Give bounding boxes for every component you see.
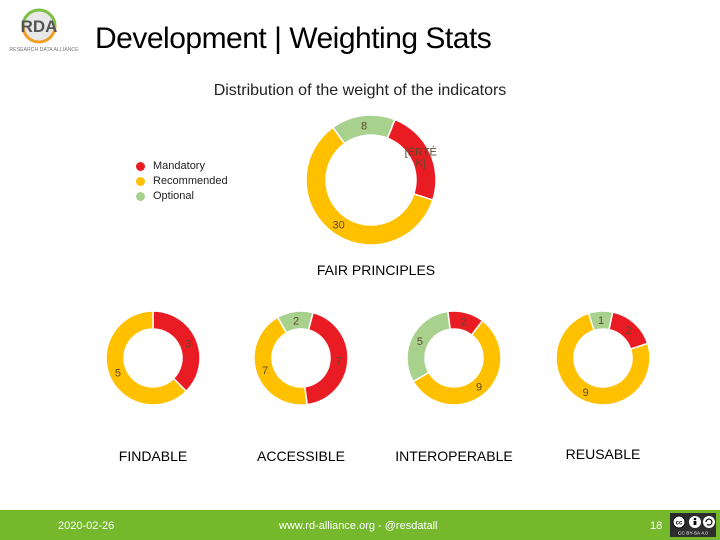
legend-label-recommended: Recommended [153, 175, 228, 187]
license-text: CC BY-SA 4.0 [678, 531, 708, 537]
chart-title-interoperable: INTEROPERABLE [395, 448, 513, 464]
donut-label-accessible-mandatory: 7 [335, 355, 342, 368]
donut-label-reusable-optional: 1 [597, 315, 605, 328]
donut-slice-interoperable-optional [407, 311, 450, 381]
page-number: 18 [650, 520, 663, 532]
donut-label-interoperable-optional: 5 [416, 336, 423, 349]
donut-slice-accessible-recommended [254, 317, 307, 405]
donut-label-findable-mandatory: 3 [185, 338, 192, 351]
svg-text:cc: cc [675, 520, 683, 527]
footer-bar [0, 510, 720, 540]
donut-label-interoperable-recommended: 9 [475, 381, 483, 394]
donut-slice-fair-mandatory [388, 120, 436, 201]
logo-subtext: RESEARCH DATA ALLIANCE [9, 47, 79, 53]
donut-slice-findable-mandatory [153, 311, 200, 391]
chart-title-accessible: ACCESSIBLE [257, 448, 345, 464]
footer-date: 2020-02-26 [58, 520, 115, 532]
page-title: Development | Weighting Stats [95, 22, 492, 55]
legend-label-mandatory: Mandatory [153, 160, 205, 172]
logo-text: RDA [20, 17, 58, 36]
donut-label-accessible-recommended: 7 [261, 365, 269, 378]
donut-label-reusable-recommended: 9 [582, 386, 589, 399]
legend-label-optional: Optional [153, 190, 194, 202]
chart-title-findable: FINDABLE [118, 448, 188, 464]
chart-title-reusable: REUSABLE [565, 446, 641, 462]
donut-label-accessible-optional: 2 [292, 315, 300, 328]
chart-title-fair: FAIR PRINCIPLES [316, 262, 436, 278]
donut-label-reusable-mandatory: 2 [625, 324, 632, 337]
page-subtitle: Distribution of the weight of the indicators [213, 82, 507, 99]
footer-site-link[interactable]: www.rd-alliance.org - @resdatall [279, 520, 438, 532]
cc-license-icon [670, 513, 716, 537]
donut-label-interoperable-mandatory: 2 [460, 316, 467, 329]
donut-label-fair-optional: 8 [361, 120, 368, 133]
donut-label-fair-mandatory: [ÉRTÉ K] [404, 146, 437, 170]
donut-label-fair-recommended: 30 [332, 219, 345, 232]
donut-label-findable-recommended: 5 [114, 367, 121, 380]
